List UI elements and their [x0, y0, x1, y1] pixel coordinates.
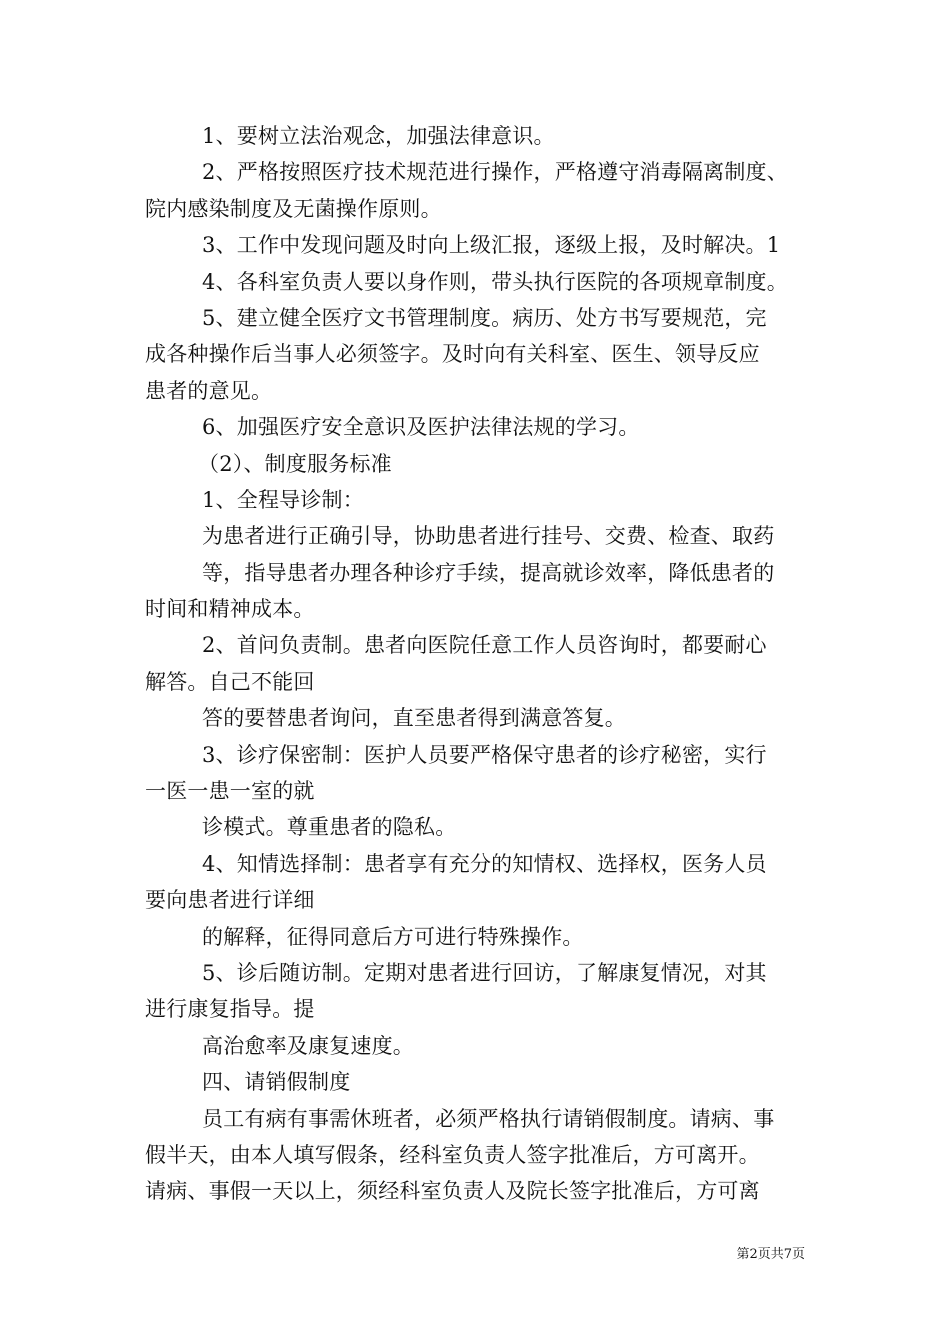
text-line: 4、各科室负责人要以身作则，带头执行医院的各项规章制度。 — [202, 269, 788, 294]
text-line: 高治愈率及康复速度。 — [202, 1033, 414, 1058]
text-line: 2、首问负责制。患者向医院任意工作人员咨询时，都要耐心 — [202, 633, 767, 658]
text-line: 1、要树立法治观念，加强法律意识。 — [202, 124, 555, 148]
text-line: （2）、制度服务标准 — [198, 451, 392, 476]
text-line: 解答。自己不能回 — [145, 669, 315, 694]
text-line: 假半天，由本人填写假条，经科室负责人签字批准后，方可离开。 — [145, 1142, 760, 1167]
text-line: 4、知情选择制：患者享有充分的知情权、选择权，医务人员 — [202, 851, 767, 876]
text-line: 要向患者进行详细 — [145, 888, 315, 913]
text-line: 等，指导患者办理各种诊疗手续，提高就诊效率，降低患者的 — [202, 560, 775, 585]
text-line: 为患者进行正确引导，协助患者进行挂号、交费、检查、取药 — [202, 524, 775, 549]
text-line: 成各种操作后当事人必须签字。及时向有关科室、医生、领导反应 — [145, 342, 760, 367]
text-line: 5、诊后随访制。定期对患者进行回访，了解康复情况，对其 — [202, 960, 767, 985]
document-body — [145, 118, 810, 1210]
text-line: 5、建立健全医疗文书管理制度。病历、处方书写要规范，完 — [202, 305, 767, 330]
text-line: 诊模式。尊重患者的隐私。 — [202, 815, 457, 840]
text-line: 1、全程导诊制： — [202, 487, 364, 512]
text-line: 一医一患一室的就 — [145, 779, 315, 804]
text-line: 院内感染制度及无菌操作原则。 — [145, 196, 442, 221]
text-line: 时间和精神成本。 — [145, 597, 315, 622]
text-line: 6、加强医疗安全意识及医护法律法规的学习。 — [202, 415, 640, 440]
text-line: 进行康复指导。提 — [145, 997, 315, 1022]
text-line: 答的要替患者询问，直至患者得到满意答复。 — [202, 706, 626, 731]
text-line: 3、工作中发现问题及时向上级汇报，逐级上报，及时解决。1 — [202, 233, 781, 258]
page-number-footer: 第2页共7页 — [736, 1247, 805, 1262]
text-line: 四、请销假制度 — [202, 1070, 351, 1095]
text-line: 2、严格按照医疗技术规范进行操作，严格遵守消毒隔离制度、 — [202, 160, 788, 185]
text-line: 员工有病有事需休班者，必须严格执行请销假制度。请病、事 — [202, 1106, 775, 1131]
text-line: 的解释，征得同意后方可进行特殊操作。 — [202, 924, 584, 949]
text-line: 患者的意见。 — [145, 378, 273, 403]
text-line: 请病、事假一天以上，须经科室负责人及院长签字批准后，方可离 — [145, 1179, 760, 1204]
text-line: 3、诊疗保密制：医护人员要严格保守患者的诊疗秘密，实行 — [202, 742, 767, 767]
